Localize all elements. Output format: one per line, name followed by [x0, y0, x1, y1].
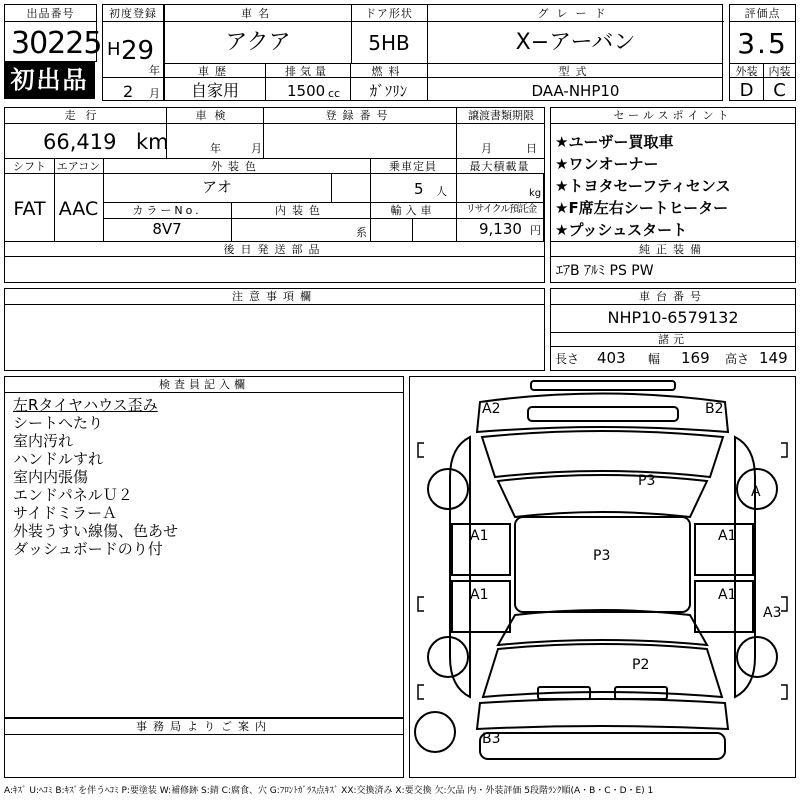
- grade-label: グレード: [537, 7, 614, 20]
- wheel-rear-right-shape: [737, 637, 777, 677]
- damage-mark: A: [751, 484, 761, 500]
- color-number: 8V7: [152, 220, 182, 238]
- grille-shape: [528, 407, 678, 421]
- history: 自家用: [190, 81, 239, 100]
- roof-shape: [515, 517, 690, 612]
- fuel-label: 燃料: [371, 65, 406, 78]
- lot-number-cell: [4, 4, 102, 62]
- height: 149: [759, 349, 788, 367]
- car-diagram: [410, 377, 795, 777]
- hood-shape: [482, 431, 723, 477]
- lot-number: 30225: [11, 26, 102, 61]
- later-shipping-label: 後日発送部品: [223, 243, 326, 256]
- height-label: 高さ: [725, 352, 750, 366]
- damage-mark: B2: [705, 401, 724, 417]
- damage-mark: P3: [638, 473, 656, 489]
- model-label: 型式: [558, 65, 593, 78]
- sales-point-item: ★ワンオーナー: [555, 155, 659, 173]
- max-load-label: 最大積載量: [469, 160, 530, 173]
- notes-title: 注意事項欄: [232, 290, 317, 303]
- inspector-note: サイドミラーＡ: [13, 504, 117, 522]
- body-color-label: 外装色: [211, 160, 262, 173]
- left-rear-bracket: [418, 597, 424, 611]
- inspector-note: ハンドルすれ: [13, 450, 104, 468]
- mileage: 66,419: [43, 130, 117, 154]
- length-label: 長さ: [555, 352, 580, 366]
- damage-mark: P2: [632, 657, 650, 673]
- dimensions-title: 諸元: [658, 333, 688, 346]
- first-registration-label: 初度登録: [109, 7, 157, 20]
- inspection-year-unit: 年: [210, 142, 221, 155]
- door-type: 5HB: [368, 31, 410, 55]
- damage-mark: A1: [718, 528, 737, 544]
- rear-window-shape: [498, 610, 707, 645]
- capacity-unit: 人: [436, 185, 447, 198]
- sales-point-item: ★ユーザー買取車: [555, 133, 674, 151]
- front-end-shape: [477, 394, 728, 433]
- transfer-deadline-label: 譲渡書類期限: [468, 109, 534, 122]
- first-listing-badge: 初出品: [4, 62, 95, 99]
- interior-color-label: 内装色: [275, 204, 326, 217]
- right-rear-bracket: [781, 597, 787, 611]
- registration-year: 29: [121, 36, 155, 66]
- chassis-number: NHP10-6579132: [607, 308, 739, 327]
- displacement: 1500: [287, 82, 326, 100]
- notes-panel: [4, 288, 545, 371]
- spare-wheel-shape: [415, 712, 455, 752]
- rear-end-shape: [477, 699, 728, 729]
- recycle-fee: 9,130: [479, 220, 522, 238]
- damage-mark: A1: [470, 528, 489, 544]
- legend: A:ｷｽﾞ U:ﾍｺﾐ B:ｷｽﾞを伴うﾍｺﾐ P:要塗装 W:補修跡 S:錆 C:腐食、穴 G:ﾌﾛﾝﾄｶﾞﾗｽ点ｷｽﾞ XX:交換済み X:要交換 欠:欠品 内・外装評価 5段階ﾗﾝｸ順(A・B・C・D・E) 1: [4, 786, 654, 796]
- damage-mark: A3: [763, 605, 782, 621]
- right-mirror-bracket: [781, 443, 787, 457]
- car-name-label: 車名: [241, 7, 275, 20]
- year-unit: 年: [149, 64, 160, 77]
- left-lower-bracket: [418, 685, 424, 699]
- equipment-title: 純正装備: [639, 243, 707, 256]
- interior-score: C: [773, 80, 786, 101]
- registration-month: 2: [123, 82, 134, 101]
- exterior-label: 外装: [735, 65, 758, 78]
- equipment: ｴｱB ｱﾙﾐ PS PW: [556, 263, 654, 279]
- score-cell: [729, 4, 796, 101]
- score-label: 評価点: [744, 7, 781, 20]
- mileage-label: 走行: [64, 109, 107, 122]
- windshield-shape: [498, 475, 707, 517]
- chassis-panel: [550, 288, 796, 371]
- body-color: アオ: [202, 178, 232, 196]
- interior-color-unit: 系: [356, 226, 367, 239]
- history-label: 車歴: [198, 65, 232, 78]
- door-label: ドア形状: [365, 7, 413, 20]
- inspector-note: エンドパネルＵ２: [13, 486, 133, 504]
- aircon: AAC: [58, 198, 99, 220]
- recycle-fee-unit: 円: [530, 224, 541, 237]
- recycle-fee-label: リサイクル預託金: [465, 204, 537, 215]
- chassis-title: 車台番号: [639, 290, 707, 303]
- wheel-rear-left-shape: [428, 637, 468, 677]
- damage-mark: A1: [470, 587, 489, 603]
- inspector-note: 左Rタイヤハウス歪み: [13, 396, 158, 414]
- month-unit: 月: [149, 87, 160, 100]
- fuel: ｶﾞｿﾘﾝ: [369, 82, 408, 100]
- damage-mark: A2: [482, 401, 501, 417]
- lot-number-label: 出品番号: [26, 7, 75, 20]
- shift-label: シフト: [13, 160, 46, 173]
- interior-label: 内装: [768, 65, 791, 78]
- overall-score: 3.5: [737, 27, 788, 60]
- width-label: 幅: [648, 352, 661, 366]
- sales-point-item: ★トヨタセーフティセンス: [555, 177, 731, 195]
- capacity: 5: [414, 180, 424, 198]
- era: H: [107, 39, 121, 60]
- displacement-unit: cc: [328, 87, 341, 100]
- transfer-day-unit: 日: [526, 142, 537, 155]
- first-registration-cell: [102, 4, 164, 101]
- office-notice-title: 事務局よりご案内: [136, 720, 272, 733]
- inspector-panel: [4, 376, 404, 718]
- rear-bumper-shape: [480, 733, 725, 759]
- import-label: 輸入車: [390, 204, 436, 217]
- displacement-label: 排気量: [285, 65, 330, 78]
- inspection-month-unit: 月: [251, 142, 262, 155]
- trunk-shape: [483, 644, 722, 697]
- left-mirror-bracket: [418, 443, 424, 457]
- sales-points-title: セールスポイント: [613, 109, 733, 122]
- damage-mark: B3: [482, 731, 501, 747]
- length: 403: [597, 349, 626, 367]
- plate-label: 登録番号: [325, 109, 394, 122]
- vehicle-details-grid: [4, 107, 545, 283]
- color-number-label: カラーNo.: [132, 204, 202, 217]
- inspector-title: 検査員記入欄: [159, 378, 249, 391]
- damage-map: [409, 376, 796, 778]
- sales-points-panel: [550, 107, 796, 283]
- inspector-note: 外装うすい線傷、色あせ: [13, 522, 179, 540]
- inspector-note: 室内汚れ: [13, 432, 74, 450]
- inspection-label: 車検: [195, 109, 234, 122]
- sales-point-item: ★F席左右シートヒーター: [555, 199, 729, 217]
- sales-point-item: ★プッシュスタート: [555, 221, 688, 239]
- office-notice-panel: [4, 718, 404, 778]
- damage-mark: P3: [593, 548, 611, 564]
- model-code: DAA-NHP10: [531, 82, 620, 100]
- mileage-unit: km: [136, 130, 169, 154]
- grade: X−アーバン: [515, 30, 636, 55]
- vehicle-info-grid: [164, 4, 723, 101]
- shift: FAT: [13, 198, 46, 220]
- width: 169: [681, 349, 710, 367]
- damage-mark: A1: [718, 587, 737, 603]
- wheel-front-left-shape: [428, 469, 468, 509]
- right-lower-bracket: [781, 685, 787, 699]
- transfer-month-unit: 月: [481, 142, 492, 155]
- inspector-note: ダッシュボードのり付: [13, 540, 163, 558]
- car-name: アクア: [225, 30, 291, 55]
- inspector-note: 室内内張傷: [13, 468, 89, 486]
- exterior-score: D: [739, 80, 754, 101]
- aircon-label: エアコン: [56, 160, 101, 173]
- capacity-label: 乗車定員: [389, 160, 437, 173]
- front-bumper-shape: [531, 381, 675, 390]
- inspector-note: シートへたり: [13, 414, 104, 432]
- max-load-unit: kg: [529, 188, 542, 199]
